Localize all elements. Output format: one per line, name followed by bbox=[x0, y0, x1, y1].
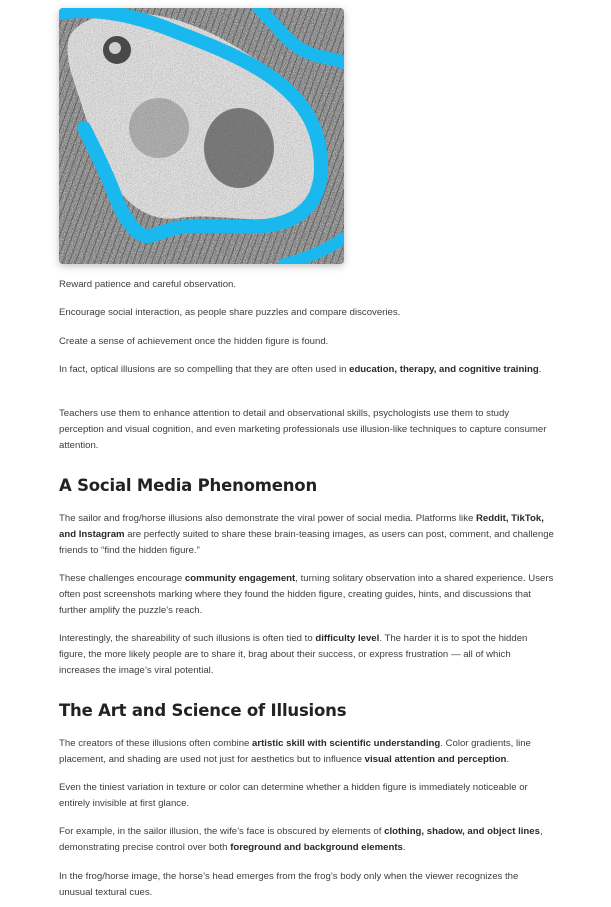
paragraph-shareability bbox=[59, 631, 554, 679]
paragraph-text: Reward patience and careful observation. bbox=[59, 279, 237, 290]
paragraph-social-interaction bbox=[59, 305, 554, 321]
paragraph-text: In fact, optical illusions are so compelling that they are often used in bbox=[59, 364, 350, 375]
paragraph-text: These challenges encourage bbox=[59, 573, 185, 584]
paragraph-sailor-example bbox=[59, 824, 554, 856]
bold-phrase: education, therapy, and cognitive training bbox=[349, 364, 539, 375]
bold-phrase: artistic skill with scientific understanding bbox=[252, 738, 441, 749]
heading-art-science: The Art and Science of Illusions bbox=[59, 701, 347, 720]
bold-phrase: foreground and background elements bbox=[230, 842, 403, 853]
paragraph-text: , demonstrating precise control over both bbox=[59, 826, 543, 853]
bold-phrase: visual attention and perception bbox=[364, 754, 507, 765]
paragraph-frog-horse bbox=[59, 869, 554, 901]
paragraph-text: Create a sense of achievement once the hidden figure is found. bbox=[59, 336, 329, 347]
paragraph-text: , turning solitary observation into a shared experience. Users often post screenshots marking where they found the hidden figure, creating guides, hints, and discussions that further amplify the puzzle’s reach. bbox=[59, 573, 554, 616]
paragraph-reward bbox=[59, 277, 554, 293]
bold-phrase: community engagement bbox=[184, 573, 296, 584]
paragraph-text: . The harder it is to spot the hidden figure, the more likely people are to share it, brag about their success, or express frustration — all of which increases the image’s viral potential. bbox=[59, 633, 528, 676]
paragraph-text: . bbox=[402, 842, 406, 853]
paragraph-text: The creators of these illusions often combine bbox=[59, 738, 253, 749]
heading-social-media: A Social Media Phenomenon bbox=[59, 476, 317, 495]
paragraph-community bbox=[59, 571, 554, 619]
paragraph-text: Teachers use them to enhance attention to detail and observational skills, psychologists use them to study perception and visual cognition, and even marketing professionals use illusion-like techniques to capture consumer attention. bbox=[59, 408, 547, 451]
paragraph-text: For example, in the sailor illusion, the wife’s face is obscured by elements of bbox=[59, 826, 385, 837]
bold-phrase: Reddit, TikTok, and Instagram bbox=[59, 513, 544, 540]
paragraph-creators bbox=[59, 736, 554, 768]
paragraph-text: In the frog/horse image, the horse’s head emerges from the frog’s body only when the viewer recognizes the unusual textural cues. bbox=[59, 871, 519, 898]
paragraph-text: . bbox=[506, 754, 510, 765]
paragraph-text: . bbox=[538, 364, 542, 375]
frog-illusion-image bbox=[59, 8, 344, 264]
paragraph-achievement bbox=[59, 334, 554, 350]
bold-phrase: difficulty level bbox=[315, 633, 380, 644]
paragraph-text: Even the tiniest variation in texture or color can determine whether a hidden figure is immediately noticeable or entirely invisible at first glance. bbox=[59, 782, 528, 809]
paragraph-text: The sailor and frog/horse illusions also demonstrate the viral power of social media. Platforms like bbox=[59, 513, 476, 524]
paragraph-platforms bbox=[59, 511, 554, 559]
paragraph-text: Interestingly, the shareability of such illusions is often tied to bbox=[59, 633, 316, 644]
paragraph-teachers bbox=[59, 406, 554, 454]
paragraph-text: are perfectly suited to share these brain-teasing images, as users can post, comment, and challenge friends to “find the hidden figure.” bbox=[59, 529, 554, 556]
bold-phrase: clothing, shadow, and object lines bbox=[384, 826, 540, 837]
paragraph-text: . Color gradients, line placement, and shading are used not just for aesthetics but to influence bbox=[59, 738, 531, 765]
paragraph-variation bbox=[59, 780, 554, 812]
paragraph-optical-uses bbox=[59, 362, 554, 378]
paragraph-text: Encourage social interaction, as people share puzzles and compare discoveries. bbox=[59, 307, 401, 318]
